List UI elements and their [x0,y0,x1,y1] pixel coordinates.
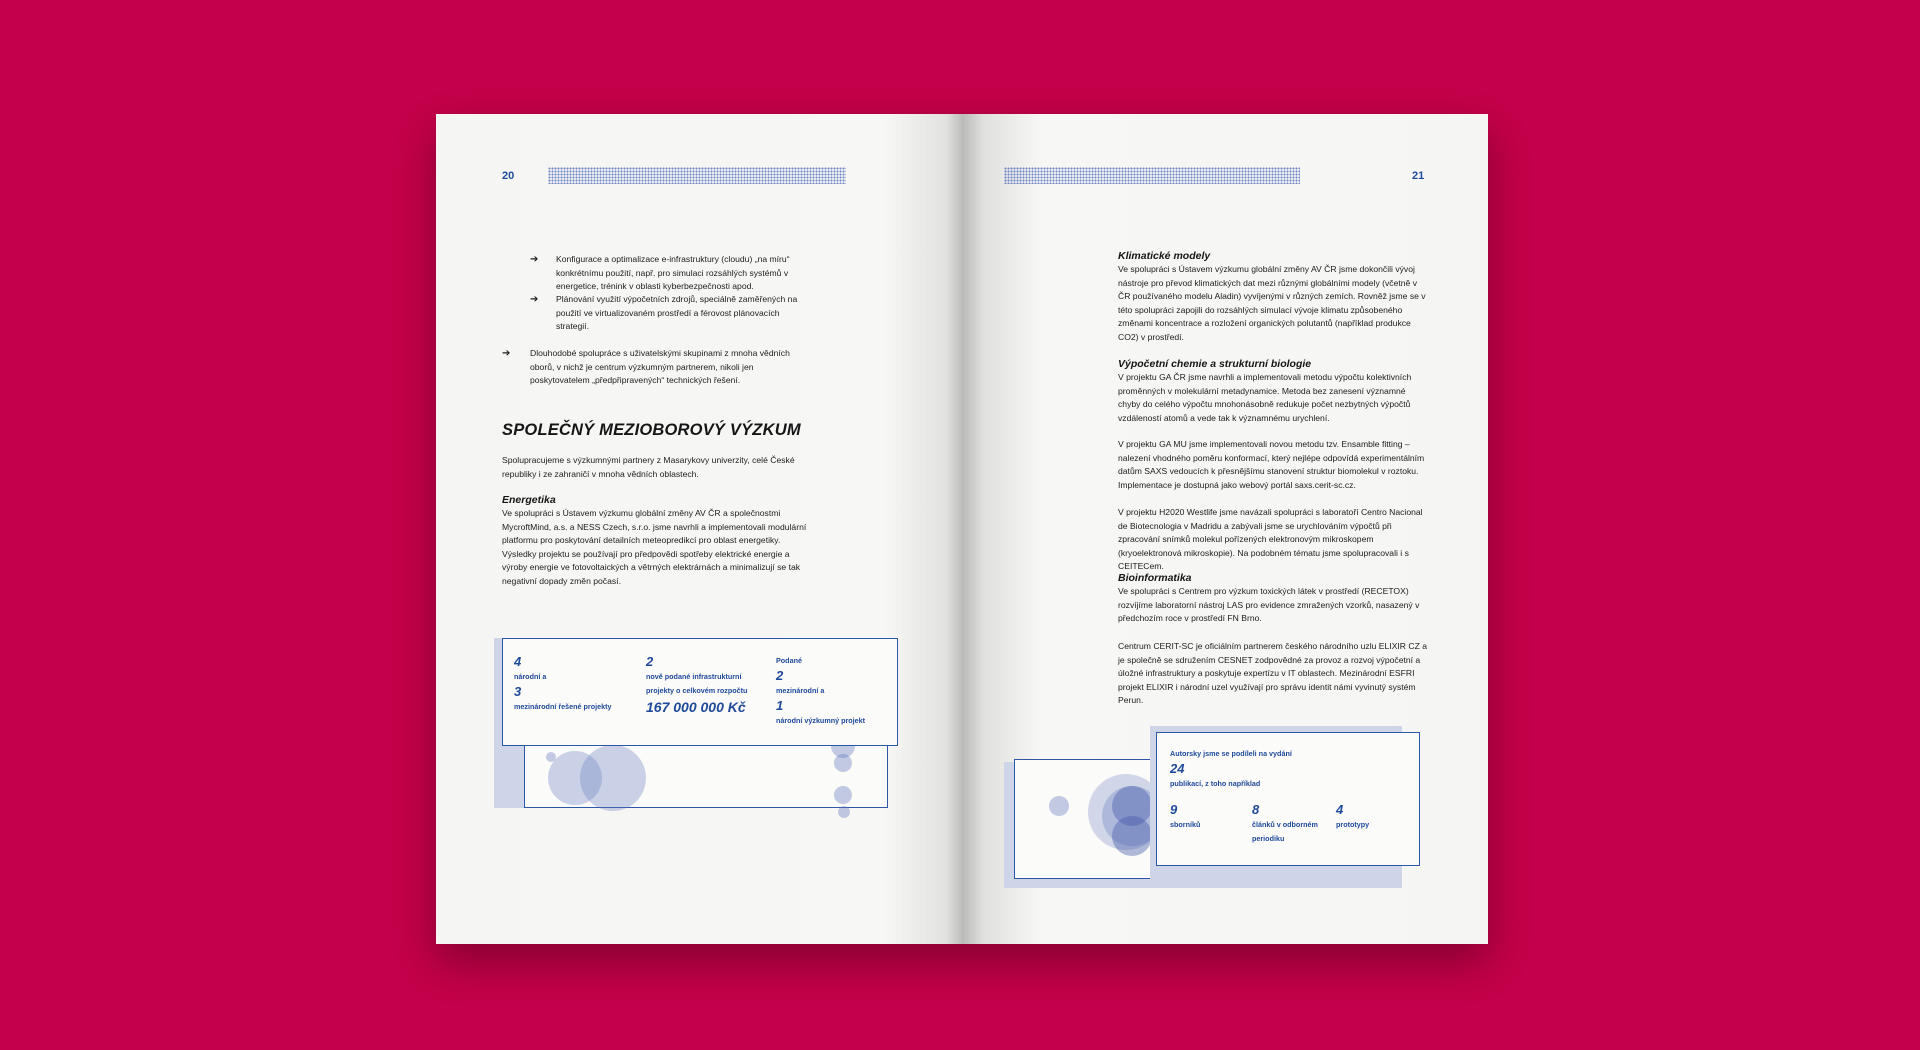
bio-title: Bioinformatika [1118,572,1192,584]
section-heading: SPOLEČNÝ MEZIOBOROVÝ VÝZKUM [502,421,801,439]
decor-circle [834,786,852,804]
stat-value: 8 [1252,802,1260,817]
decor-circle [1049,796,1069,816]
stat-label: článků v odborném periodiku [1252,820,1318,843]
bullet-sub-2: Plánování využití výpočetních zdrojů, speciálně zaměřených na použití ve virtualizovaném prostředí a férovost plánovacích strategií. [556,294,798,332]
stat-journal-articles [1252,802,1328,846]
stat-label: Podané [776,656,802,665]
energetika-text: Ve spolupráci s Ústavem výzkumu globální změny AV ČR a společnostmi MycroftMind, a.s. a NESS Czech, s.r.o. jsme navrhli a implementovali modulární platformu pro poskytování detailních meteopredikcí pro oblast energetiky. Výsledky projektu se používají pro předpovědi spotřeby elektrické energie a výroby energie ve fotovoltaických a větrných elektrárnách a minimalizují se tak negativní dopady změn počasí. [502,508,807,586]
right-page [962,114,1488,944]
stat-publications [1170,747,1410,791]
stat-national-projects [514,654,634,714]
chem-text-1: V projektu GA ČR jsme navrhli a implementovali metodu výpočtu kolektivních proměnných v molekulární metadynamice. Metoda bez zanesení významné chyby do celého výpočtu mnohonásobně redukuje počet nezbytných výpočtů vzdáleností atomů a vede tak k významnému urychlení. [1118,372,1412,423]
stat-label: prototypy [1336,820,1370,829]
stat-value: 3 [514,684,522,699]
stat-submitted-projects [776,654,888,728]
bullet-main: Dlouhodobé spolupráce s uživatelskými skupinami z mnoha vědních oborů, v nichž je centrum výzkumným partnerem, nikoli jen poskytovatelem „předpřipravených“ technických řešení. [530,348,790,386]
stat-label: publikací, z toho například [1170,779,1261,788]
stat-label: mezinárodní a [776,686,825,695]
arrow-bullet-icon: ➔ [530,294,539,305]
stat-value: 2 [646,654,654,669]
section-intro: Spolupracujeme s výzkumnými partnery z Masarykovy univerzity, celé České republiky i ze zahraničí v mnoha vědních oblastech. [502,455,795,479]
open-booklet [436,114,1488,944]
stat-infrastructure-projects [646,654,758,716]
stat-value: 1 [776,698,784,713]
stat-value: 2 [776,668,784,683]
stat-label: Autorsky jsme se podíleli na vydání [1170,749,1292,758]
energetika-title: Energetika [502,494,556,506]
dot-pattern-header [1004,167,1300,184]
left-page [436,114,962,944]
stat-value: 4 [514,654,522,669]
stat-amount: 167 000 000 Kč [646,699,746,715]
chem-text-3: V projektu H2020 Westlife jsme navázali spolupráci s laboratoří Centro Nacional de Biotecnologia v Madridu a zabývali jsme se urychlováním výpočtů při zpracování snímků molekul pořízených elektronovým mikroskopem (kryoelektronová mikroskopie). Na podobném tématu jsme spolupracovali i s CEITECem. [1118,507,1423,572]
stat-value: 9 [1170,802,1178,817]
decor-circle [834,754,852,772]
bio-text-1: Ve spolupráci s Centrem pro výzkum toxických látek v prostředí (RECETOX) rozvíjíme laboratorní nástroj LAS pro evidence zmražených vzorků, nasazený v předchozím roce v prostředí FN Brno. [1118,586,1420,624]
stat-prototypes [1336,802,1406,832]
chem-text-2: V projektu GA MU jsme implementovali novou metodu tzv. Ensamble fitting – nalezení vhodného poměru konformací, který nejlépe odpovídá experimentálním datům SAXS vedoucích k přesnějšímu stanovení struktur biomolekul v roztoku. Implementace je dostupná jako webový portál saxs.cerit-sc.cz. [1118,439,1425,490]
stat-label: nově podané infrastrukturní projekty o celkovém rozpočtu [646,672,748,695]
chem-title: Výpočetní chemie a strukturní biologie [1118,358,1312,370]
stat-label: sborníků [1170,820,1201,829]
decor-circle [1112,816,1152,856]
arrow-bullet-icon: ➔ [530,254,539,265]
stat-value: 24 [1170,761,1185,776]
stat-label: mezinárodní řešené projekty [514,702,612,711]
decor-circle [838,806,850,818]
decor-circle [580,745,646,811]
klima-text: Ve spolupráci s Ústavem výzkumu globální změny AV ČR jsme dokončili vývoj nástroje pro převod klimatických dat mezi různými globálními modely (včetně v ČR používaného modelu Aladin) vyvíjenými v různých zemích. Rovněž jsme se v této spolupráci zapojili do rozsáhlých simulací vývoje klimatu způsobeného změnami koncentrace a rozložení organických polutantů (například produkce CO2) v prostředí. [1118,264,1426,342]
stat-label: národní výzkumný projekt [776,716,866,725]
dot-pattern-header [548,167,846,184]
stat-value: 4 [1336,802,1344,817]
page-number: 21 [1412,170,1425,182]
page-number: 20 [502,170,515,182]
bio-text-2: Centrum CERIT-SC je oficiálním partnerem českého národního uzlu ELIXIR CZ a je společně se sdružením CESNET zodpovědné za provoz a rozvoj výpočetní a úložné infrastruktury a poskytuje expertízu v IT oblastech. Mezinárodní ESFRI projekt ELIXIR i národní uzel využívají pro správu identit námi vyvinutý systém Perun. [1118,641,1428,706]
arrow-bullet-icon: ➔ [502,348,511,359]
stat-proceedings [1170,802,1240,832]
stat-label: národní a [514,672,547,681]
klima-title: Klimatické modely [1118,250,1211,262]
bullet-sub-1: Konfigurace a optimalizace e-infrastruktury (cloudu) „na míru“ konkrétnímu použití, např. pro simulaci rozsáhlých systémů v energetice, trénink v oblasti kyberbezpečnosti apod. [556,254,790,292]
